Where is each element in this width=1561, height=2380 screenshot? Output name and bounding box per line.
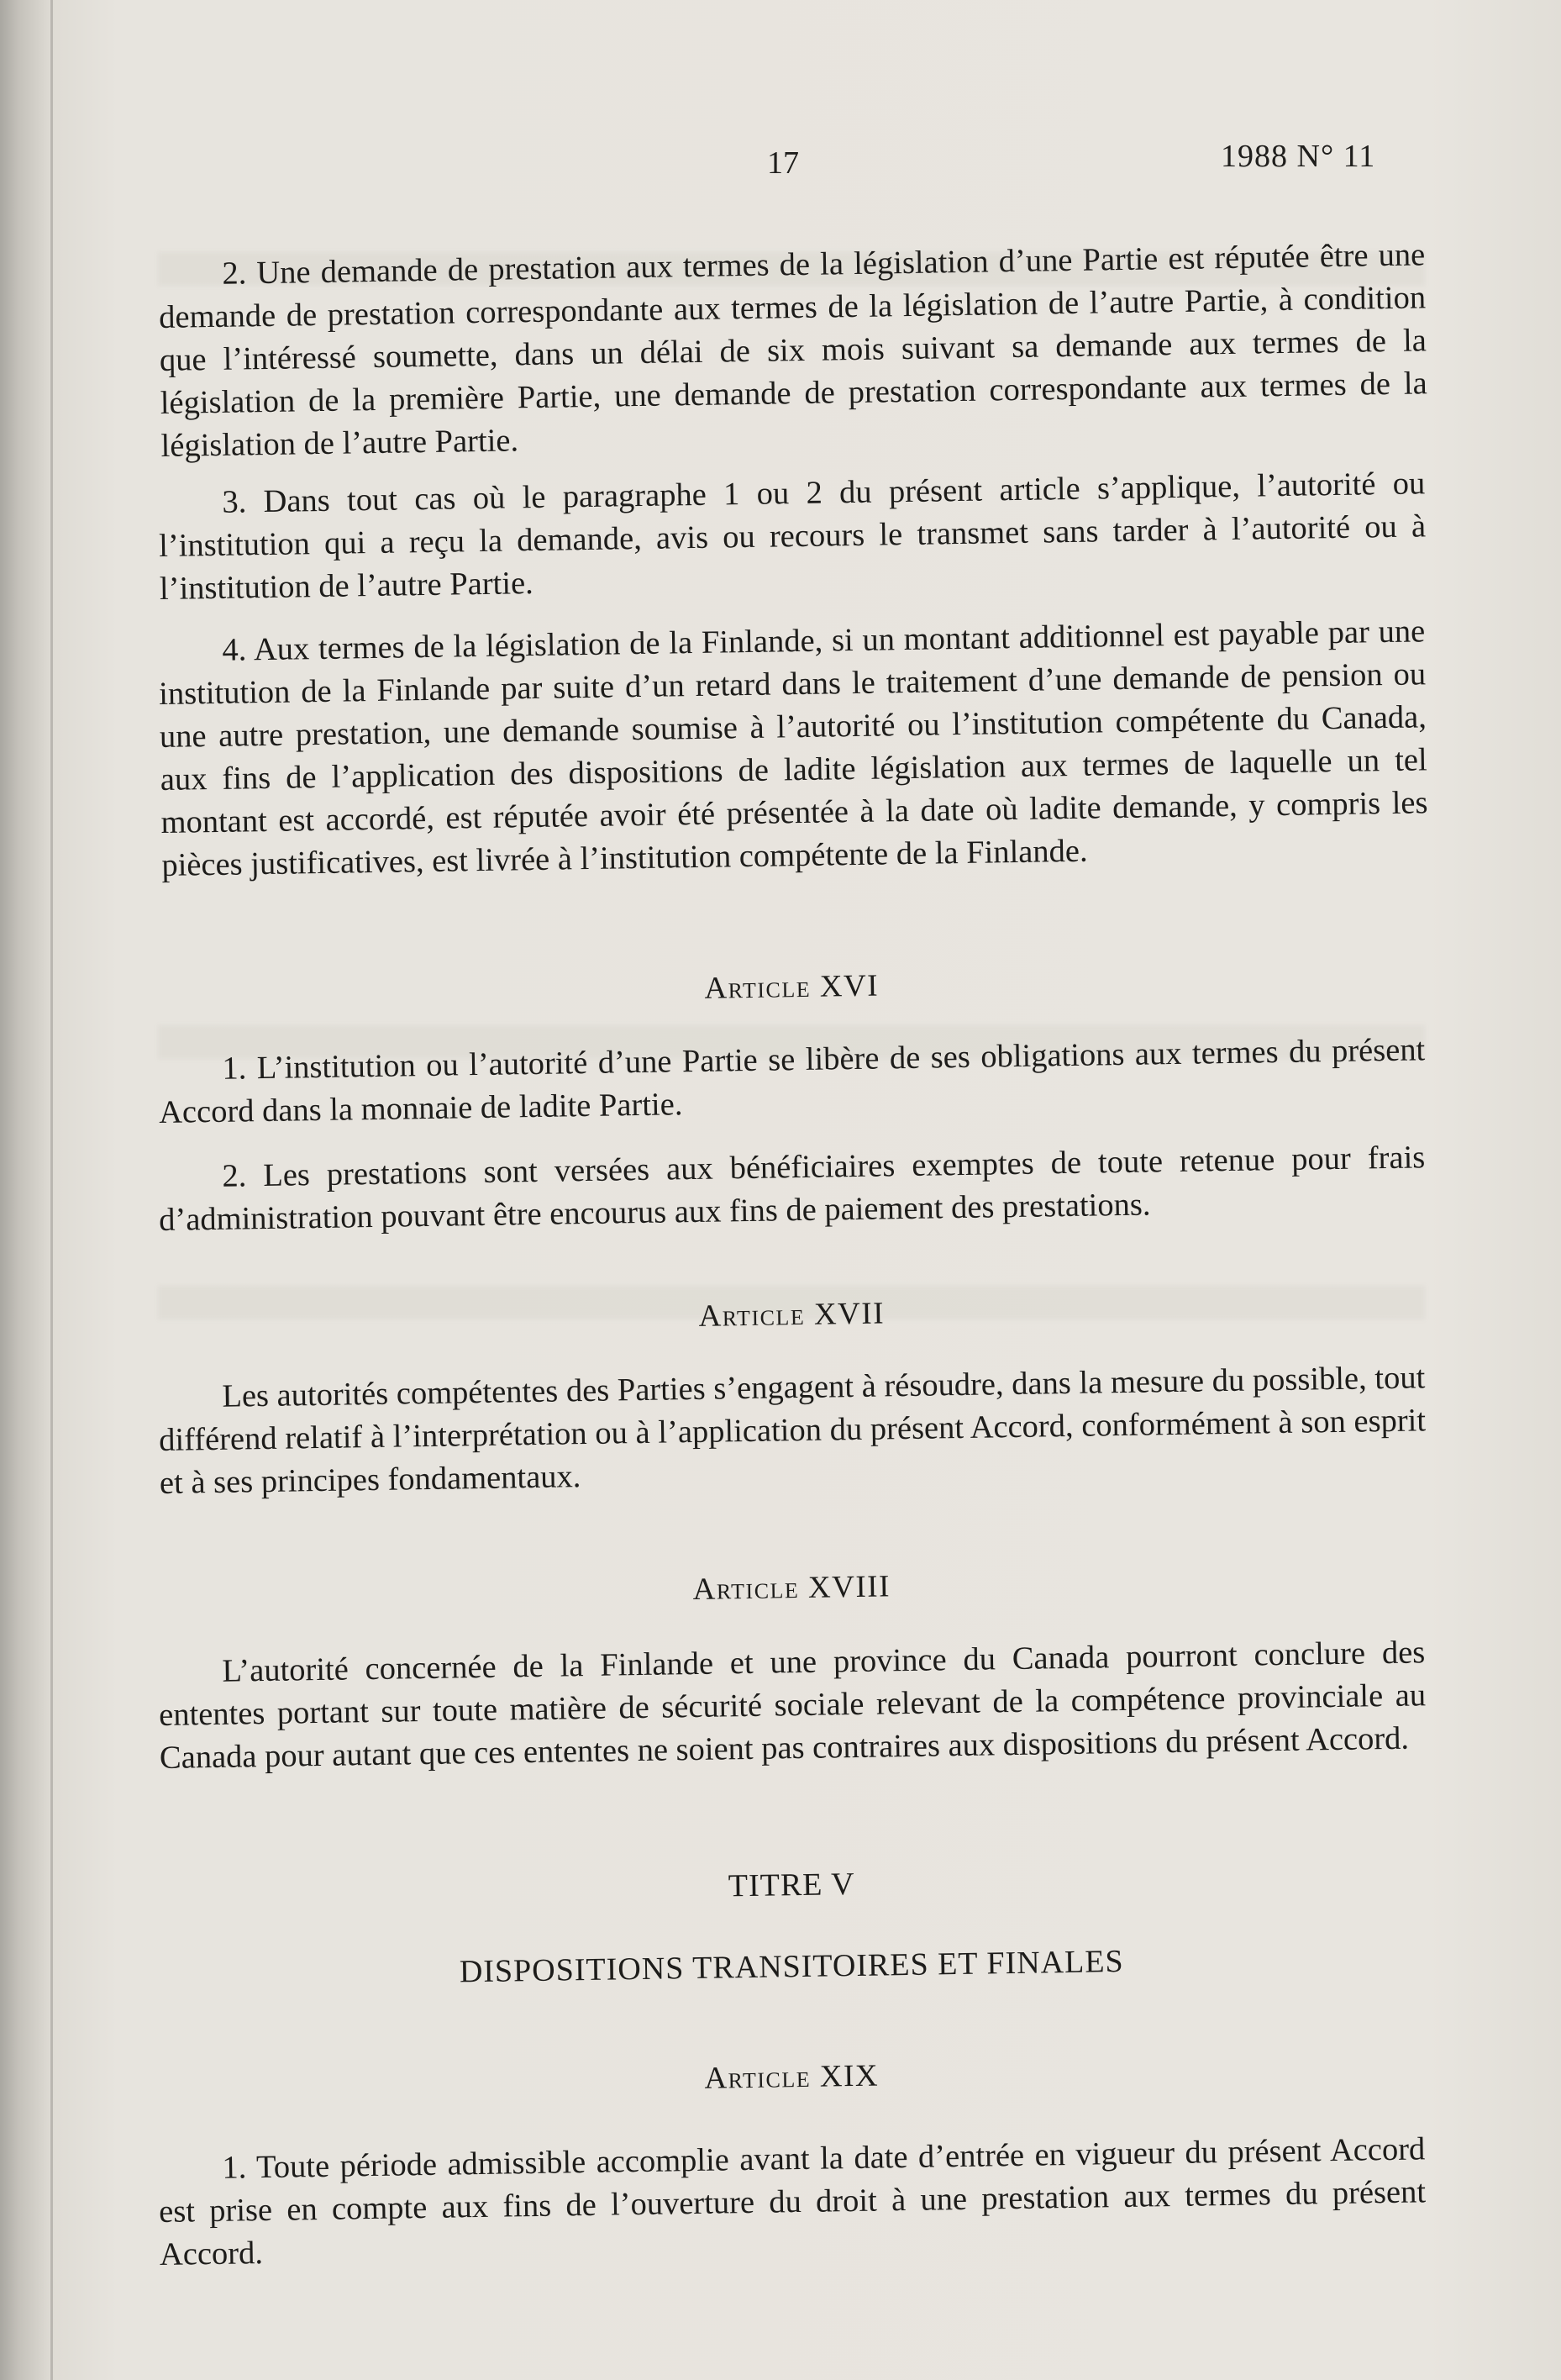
binding-edge bbox=[50, 0, 53, 2380]
article-18-heading: Article XVIII bbox=[692, 1569, 891, 1607]
article-17-paragraph: Les autorités compétentes des Parties s’engagent à résoudre, dans la mesure du possible, tout différend relatif à l’interprétation ou à l’application du présent Accord, conformément à son esprit et à ses principes fondamentaux. bbox=[158, 1360, 1427, 1501]
article-19-heading: Article XIX bbox=[704, 2058, 880, 2096]
article-16-paragraph-2: 2. Les prestations sont versées aux bénéficiaires exemptes de toute retenue pour frais d’administration pouvant être encourus aux fins de paiement des prestations. bbox=[158, 1140, 1426, 1238]
article-16-heading: Article XVI bbox=[704, 968, 880, 1006]
article-17-heading: Article XVII bbox=[698, 1296, 886, 1334]
titre-subheading: DISPOSITIONS TRANSITOIRES ET FINALES bbox=[459, 1943, 1124, 1990]
article-18-paragraph: L’autorité concernée de la Finlande et une province du Canada pourront conclure des ententes portant sur toute matière de sécurité sociale relevant de la compétence provinciale au Canada pour autant que ces ententes ne soient pas contraires aux dispositions du présent Accord. bbox=[158, 1635, 1427, 1776]
paragraph-4: 4. Aux termes de la législation de la Finlande, si un montant additionnel est payable par une institution de la Finlande par suite d’un retard dans le traitement d’une demande de pension ou une autre prestation, une demande soumise à l’autorité ou l’institution compétente du Canada, aux fins de l’application des dispositions de ladite législation aux termes de laquelle un tel montant est accordé, est réputée avoir été présentée à la date où ladite demande, y compris les pièces justificatives, est livrée à l’institution compétente de la Finlande. bbox=[158, 613, 1428, 883]
article-19-paragraph-1: 1. Toute période admissible accomplie avant la date d’entrée en vigueur du présent Accord est prise en compte aux fins de l’ouverture du droit à une prestation aux termes du présent Accord. bbox=[158, 2131, 1427, 2272]
paragraph-3: 3. Dans tout cas où le paragraphe 1 ou 2 du présent article s’applique, l’autorité ou l’institution qui a reçu la demande, avis ou recours le transmet sans tarder à l’autorité ou à l’institution de l’autre Partie. bbox=[158, 466, 1427, 607]
titre-heading: TITRE V bbox=[728, 1866, 856, 1904]
document-reference: 1988 N° 11 bbox=[1221, 139, 1376, 174]
page-number: 17 bbox=[767, 145, 799, 181]
paragraph-2: 2. Une demande de prestation aux termes de la législation d’une Partie est réputée être une demande de prestation correspondante aux termes de la législation de l’autre Partie, à condition que l’intéressé soumette, dans un délai de six mois suivant sa demande aux termes de la législation de la première Partie, une demande de prestation correspondante aux termes de la législation de l’autre Partie. bbox=[158, 237, 1427, 464]
article-16-paragraph-1: 1. L’institution ou l’autorité d’une Partie se libère de ses obligations aux termes du présent Accord dans la monnaie de ladite Partie. bbox=[158, 1032, 1426, 1130]
